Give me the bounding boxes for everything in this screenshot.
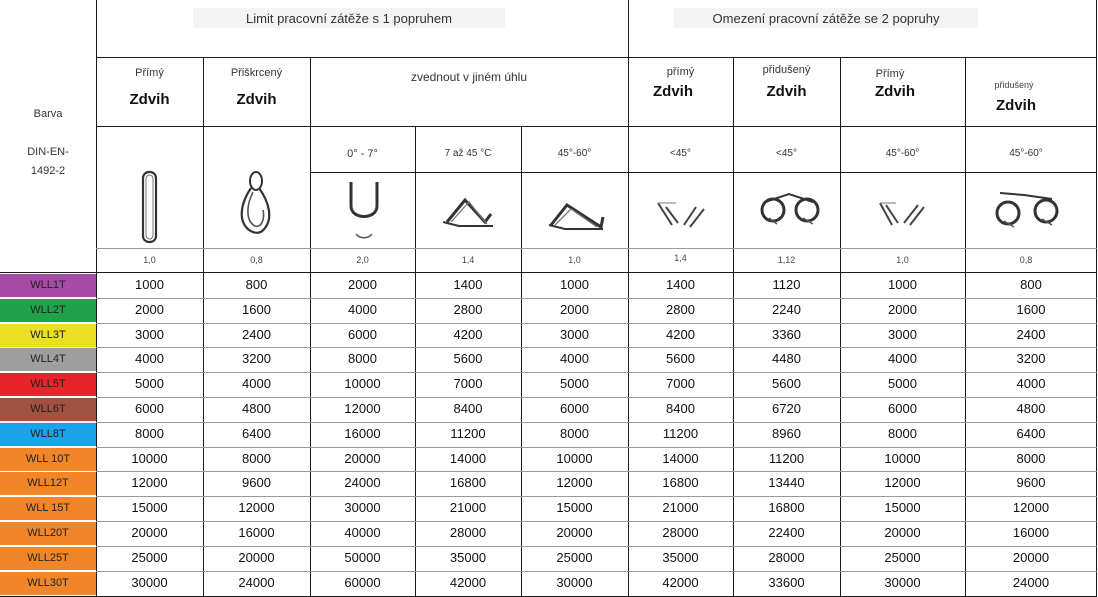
basket-angle-icon: [415, 190, 521, 240]
col3-angle: 7 až 45 °C: [444, 148, 492, 159]
basket-wide-angle-icon: [521, 195, 628, 240]
table-cell: 1120: [772, 277, 801, 292]
table-cell: 16000: [344, 426, 381, 441]
table-cell: 1600: [1016, 302, 1046, 317]
col8-factor: 0,8: [1019, 255, 1033, 265]
hline-angles: [310, 172, 1097, 173]
table-cell: 42000: [662, 575, 699, 590]
row-divider: [96, 546, 1097, 547]
wll-color-label: WLL12T: [0, 472, 96, 495]
wll-color-label: WLL20T: [0, 522, 96, 545]
row-divider: [96, 447, 1097, 448]
row-divider: [96, 471, 1097, 472]
row-divider: [96, 298, 1097, 299]
table-cell: 8000: [560, 426, 589, 441]
table-cell: 8000: [348, 351, 377, 366]
table-cell: 5000: [135, 376, 164, 391]
table-cell: 1400: [453, 277, 483, 292]
table-cell: 16800: [662, 475, 699, 490]
table-cell: 35000: [662, 550, 699, 565]
table-cell: 20000: [131, 525, 168, 540]
table-cell: 24000: [1012, 575, 1050, 590]
wll-color-label: WLL 15T: [0, 497, 96, 520]
table-cell: 2000: [888, 302, 917, 317]
table-cell: 30000: [131, 575, 168, 590]
table-cell: 28000: [449, 525, 487, 540]
table-cell: 30000: [884, 575, 921, 590]
table-cell: 800: [245, 277, 268, 292]
table-cell: 24000: [238, 575, 275, 590]
row-divider: [96, 571, 1097, 572]
table-cell: 16800: [768, 500, 805, 515]
table-cell: 8000: [888, 426, 917, 441]
table-cell: 15000: [884, 500, 921, 515]
standard-label-1: DIN-EN-: [27, 146, 69, 158]
wll-color-label: WLL25T: [0, 547, 96, 570]
table-cell: 6400: [1016, 426, 1046, 441]
table-cell: 1000: [888, 277, 917, 292]
table-cell: 4480: [772, 351, 801, 366]
table-cell: 7000: [453, 376, 483, 391]
two-leg-choked-wide-icon: [966, 185, 1086, 240]
table-cell: 1600: [242, 302, 271, 317]
col7-factor: 1,0: [896, 255, 909, 265]
table-cell: 4000: [1016, 376, 1046, 391]
col2-factor: 2,0: [356, 255, 369, 265]
table-cell: 2800: [453, 302, 483, 317]
angle-group-title: zvednout v jiném úhlu: [410, 70, 528, 84]
table-cell: 9600: [1016, 475, 1046, 490]
col3-factor: 1,4: [461, 255, 475, 265]
hline-title: [96, 57, 1097, 58]
table-cell: 13440: [768, 475, 805, 490]
table-cell: 8000: [1016, 451, 1046, 466]
straight-sling-icon: [96, 170, 203, 250]
table-cell: 6720: [772, 401, 801, 416]
table-cell: 16000: [238, 525, 275, 540]
table-cell: 11200: [662, 426, 699, 441]
table-cell: 40000: [344, 525, 381, 540]
col8-angle: 45°-60°: [1009, 148, 1043, 159]
col6-small: přidušený: [762, 64, 811, 76]
wll-color-label: WLL5T: [0, 373, 96, 396]
table-cell: 12000: [884, 475, 921, 490]
two-leg-choked-icon: [733, 188, 840, 238]
col4-factor: 1,0: [568, 255, 581, 265]
choked-sling-icon: [203, 166, 310, 246]
row-divider: [96, 372, 1097, 373]
table-cell: 3000: [888, 327, 917, 342]
table-cell: 800: [1020, 277, 1042, 292]
table-cell: 11200: [450, 426, 486, 441]
table-cell: 20000: [344, 451, 381, 466]
table-cell: 28000: [768, 550, 805, 565]
table-cell: 3000: [135, 327, 164, 342]
wll-color-label: WLL 10T: [0, 448, 96, 471]
table-cell: 8000: [135, 426, 164, 441]
table-cell: 33600: [768, 575, 805, 590]
table-cell: 6000: [135, 401, 164, 416]
col7-angle: 45°-60°: [885, 148, 920, 159]
standard-label-2: 1492-2: [30, 165, 66, 177]
col6-big: Zdvih: [766, 83, 807, 100]
table-cell: 10000: [556, 451, 593, 466]
table-cell: 6000: [348, 327, 377, 342]
table-cell: 30000: [556, 575, 593, 590]
table-cell: 5600: [453, 351, 483, 366]
wll-color-label: WLL8T: [0, 423, 96, 446]
wll-color-label: WLL30T: [0, 572, 96, 595]
hline-icons: [96, 248, 1097, 249]
wll-color-label: WLL2T: [0, 299, 96, 322]
table-cell: 8000: [242, 451, 271, 466]
col4-angle: 45°-60°: [557, 148, 592, 159]
table-cell: 12000: [556, 475, 593, 490]
table-cell: 3200: [242, 351, 271, 366]
table-cell: 2400: [1016, 327, 1046, 342]
table-cell: 20000: [884, 525, 921, 540]
row-divider: [96, 323, 1097, 324]
table-cell: 25000: [884, 550, 921, 565]
group1-title: Limit pracovní zátěže s 1 popruhem: [246, 11, 452, 26]
table-cell: 22400: [768, 525, 805, 540]
table-cell: 16800: [449, 475, 487, 490]
table-cell: 9600: [242, 475, 271, 490]
table-cell: 4000: [888, 351, 917, 366]
table-cell: 5600: [666, 351, 695, 366]
table-cell: 10000: [344, 376, 381, 391]
col8-big: Zdvih: [996, 97, 1036, 114]
table-cell: 21000: [449, 500, 487, 515]
row-divider: [96, 397, 1097, 398]
table-cell: 21000: [662, 500, 699, 515]
col0-small: Přímý: [135, 67, 164, 79]
col5-angle: <45°: [670, 148, 691, 159]
two-leg-straight-icon: [628, 195, 733, 240]
col0-factor: 1,0: [143, 255, 156, 265]
table-cell: 14000: [662, 451, 699, 466]
table-cell: 6000: [888, 401, 917, 416]
row-divider: [96, 521, 1097, 522]
table-cell: 15000: [556, 500, 593, 515]
table-cell: 8400: [453, 401, 483, 416]
table-cell: 2000: [135, 302, 164, 317]
table-cell: 2000: [560, 302, 589, 317]
col5-factor: 1,4: [674, 253, 687, 263]
row-divider: [96, 347, 1097, 348]
row-divider: [96, 496, 1097, 497]
table-cell: 1400: [666, 277, 695, 292]
col7-big: Zdvih: [875, 83, 915, 100]
table-cell: 4800: [1016, 401, 1046, 416]
group2-title: Omezení pracovní zátěže se 2 popruhy: [712, 11, 940, 26]
table-cell: 11200: [768, 451, 805, 466]
col6-factor: 1,12: [777, 255, 796, 265]
table-cell: 3000: [560, 327, 589, 342]
table-cell: 24000: [344, 475, 381, 490]
table-cell: 60000: [344, 575, 381, 590]
table-cell: 5000: [888, 376, 917, 391]
table-cell: 8960: [772, 426, 801, 441]
table-cell: 12000: [131, 475, 168, 490]
table-cell: 16000: [1012, 525, 1050, 540]
table-cell: 3200: [1016, 351, 1046, 366]
col8-small: přidušený: [994, 80, 1034, 90]
table-cell: 2000: [348, 277, 377, 292]
table-cell: 20000: [1012, 550, 1050, 565]
col1-big: Zdvih: [236, 91, 277, 108]
col1-small: Přiškrcený: [230, 67, 283, 79]
table-cell: 30000: [344, 500, 381, 515]
table-cell: 3360: [772, 327, 801, 342]
table-cell: 20000: [556, 525, 593, 540]
table-cell: 4000: [348, 302, 377, 317]
col2-angle: 0° - 7°: [347, 148, 378, 160]
wll-color-label: WLL4T: [0, 348, 96, 371]
table-cell: 6400: [242, 426, 271, 441]
table-cell: 25000: [556, 550, 593, 565]
wll-color-label: WLL6T: [0, 398, 96, 421]
table-cell: 10000: [131, 451, 168, 466]
table-cell: 4000: [242, 376, 271, 391]
table-cell: 7000: [666, 376, 695, 391]
table-cell: 4200: [453, 327, 483, 342]
table-cell: 35000: [449, 550, 487, 565]
table-cell: 4000: [135, 351, 164, 366]
table-cell: 4800: [242, 401, 271, 416]
table-cell: 14000: [449, 451, 487, 466]
wll-color-label: WLL3T: [0, 324, 96, 347]
table-cell: 20000: [238, 550, 275, 565]
table-cell: 1000: [135, 277, 164, 292]
col5-big: Zdvih: [653, 83, 693, 100]
table-cell: 5000: [560, 376, 589, 391]
table-cell: 12000: [344, 401, 381, 416]
col7-small: Přímý: [875, 68, 905, 80]
table-cell: 15000: [131, 500, 168, 515]
table-cell: 10000: [884, 451, 921, 466]
table-cell: 6000: [560, 401, 589, 416]
col0-big: Zdvih: [129, 91, 170, 108]
table-cell: 42000: [449, 575, 487, 590]
table-cell: 12000: [1012, 500, 1050, 515]
color-label: Barva: [33, 108, 63, 120]
table-cell: 50000: [344, 550, 381, 565]
wll-color-label: WLL1T: [0, 274, 96, 297]
table-cell: 12000: [238, 500, 275, 515]
table-cell: 4200: [666, 327, 695, 342]
hline-labels: [96, 126, 1097, 127]
table-cell: 4000: [560, 351, 589, 366]
row-divider: [96, 422, 1097, 423]
two-leg-straight-wide-icon: [840, 195, 965, 240]
table-cell: 1000: [560, 277, 589, 292]
basket-u-icon: [310, 176, 415, 246]
col6-angle: <45°: [776, 148, 797, 159]
table-cell: 25000: [131, 550, 168, 565]
table-cell: 2800: [666, 302, 695, 317]
col5-small: přímý: [666, 66, 695, 78]
table-cell: 2240: [772, 302, 801, 317]
table-cell: 28000: [662, 525, 699, 540]
col1-factor: 0,8: [250, 255, 263, 265]
table-cell: 2400: [242, 327, 271, 342]
table-cell: 8400: [666, 401, 695, 416]
table-cell: 5600: [772, 376, 801, 391]
